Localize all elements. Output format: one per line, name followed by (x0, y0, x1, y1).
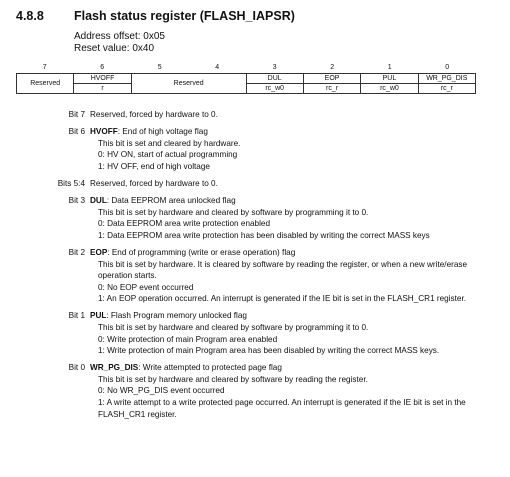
field-name: PUL (361, 74, 418, 84)
section-title: Flash status register (FLASH_IAPSR) (74, 9, 295, 23)
address-offset: Address offset: 0x05 (74, 31, 165, 42)
bit-desc-line: 0: Data EEPROM area write protection enabled (98, 219, 271, 229)
bit-title (90, 109, 510, 121)
bit-desc-line: This bit is set by hardware. It is cleared by software by reading the register, or when a new write/erase operation starts. (98, 259, 468, 281)
bit-entry (0, 310, 510, 356)
bit-desc-line: 1: Data EEPROM area write protection has been disabled by writing the correct MASS keys (98, 230, 430, 240)
field-access: r (74, 84, 131, 94)
bit-entry (0, 178, 510, 190)
bit-title-text: Reserved, forced by hardware to 0. (90, 178, 218, 188)
register-map (16, 62, 476, 94)
bit-field-name: WR_PG_DIS (90, 363, 139, 373)
bit-desc-line: 1: HV OFF, end of high voltage (98, 161, 210, 171)
bit-desc-line: 0: HV ON, start of actual programming (98, 150, 238, 160)
bit-label: Bit 6 (68, 127, 85, 137)
bit-number: 6 (100, 64, 105, 71)
bit-descriptions (0, 109, 510, 420)
bit-label: Bit 0 (68, 363, 85, 373)
bit-field-name: DUL (90, 196, 107, 206)
bit-desc-line: This bit is set and cleared by hardware. (98, 138, 241, 148)
bit-number: 7 (42, 64, 47, 71)
field-name: DUL (246, 74, 303, 84)
bit-label: Bit 3 (68, 196, 85, 206)
bit-desc-line: 0: No WR_PG_DIS event occurred (98, 386, 225, 396)
field-name: EOP (303, 74, 360, 84)
section-number: 4.8.8 (16, 9, 44, 23)
bit-entry (0, 247, 510, 305)
bit-title (90, 310, 510, 322)
bit-title-text: : Data EEPROM area unlocked flag (106, 196, 236, 206)
bit-title-text: : Flash Program memory unlocked flag (106, 311, 247, 321)
bit-number: 3 (272, 64, 277, 71)
field-reserved: Reserved (17, 74, 74, 94)
bit-label: Bit 2 (68, 247, 85, 257)
field-access: rc_w0 (361, 84, 418, 94)
field-access: rc_r (418, 84, 475, 94)
bit-label: Bit 7 (68, 110, 85, 119)
bit-desc-line: This bit is set by hardware and cleared by software by reading the register. (98, 374, 368, 384)
bit-desc-line: 0: Write protection of main Program area enabled (98, 334, 278, 344)
bit-title (90, 362, 510, 374)
bit-desc-line: This bit is set by hardware and cleared by software by programming it to 0. (98, 323, 369, 332)
bit-number: 5 (157, 64, 162, 71)
bit-number-row (16, 62, 476, 73)
bit-label: Bits 5:4 (57, 178, 85, 188)
bit-field-name: HVOFF (90, 127, 118, 137)
bit-desc-line: This bit is set by hardware and cleared by software by programming it to 0. (98, 207, 369, 217)
bit-desc-line: 1: Write protection of main Program area has been disabled by writing the correct MASS keys. (98, 346, 440, 356)
bit-title-text: Reserved, forced by hardware to 0. (90, 110, 218, 119)
bit-title (90, 195, 510, 207)
bit-title-text: : Write attempted to protected page flag (138, 363, 282, 373)
bit-field-name: EOP (90, 247, 108, 257)
bit-title (90, 178, 510, 190)
bit-field-name: PUL (90, 311, 107, 321)
field-access-row (17, 84, 476, 94)
bit-label: Bit 1 (68, 311, 85, 321)
bit-entry (0, 126, 510, 172)
bit-number: 1 (387, 64, 392, 71)
bit-entry (0, 362, 510, 420)
bit-desc-line: 1: A write attempt to a write protected page occurred. An interrupt is generated if the IE bit is set in the FLASH_CR1 register. (98, 398, 466, 419)
field-access: rc_w0 (246, 84, 303, 94)
bit-desc-line: 1: An EOP operation occurred. An interrupt is generated if the IE bit is set in the FLASH_CR1 register. (98, 294, 467, 304)
section-heading (16, 9, 295, 23)
field-name-row (17, 74, 476, 84)
bit-title-text: : End of programming (write or erase operation) flag (107, 247, 296, 257)
bit-entry (0, 195, 510, 241)
bit-number: 2 (330, 64, 335, 71)
bit-title (90, 247, 510, 259)
bit-title-text: : End of high voltage flag (117, 127, 208, 137)
bit-title (90, 126, 510, 138)
field-name: HVOFF (74, 74, 131, 84)
bit-number: 0 (445, 64, 450, 71)
bit-entry (0, 109, 510, 121)
register-field-table (16, 73, 476, 94)
reset-value: Reset value: 0x40 (74, 43, 155, 54)
bit-number: 4 (215, 64, 220, 71)
field-access: rc_r (303, 84, 360, 94)
field-name: WR_PG_DIS (418, 74, 475, 84)
bit-desc-line: 0: No EOP event occurred (98, 282, 194, 292)
field-reserved: Reserved (131, 74, 246, 94)
